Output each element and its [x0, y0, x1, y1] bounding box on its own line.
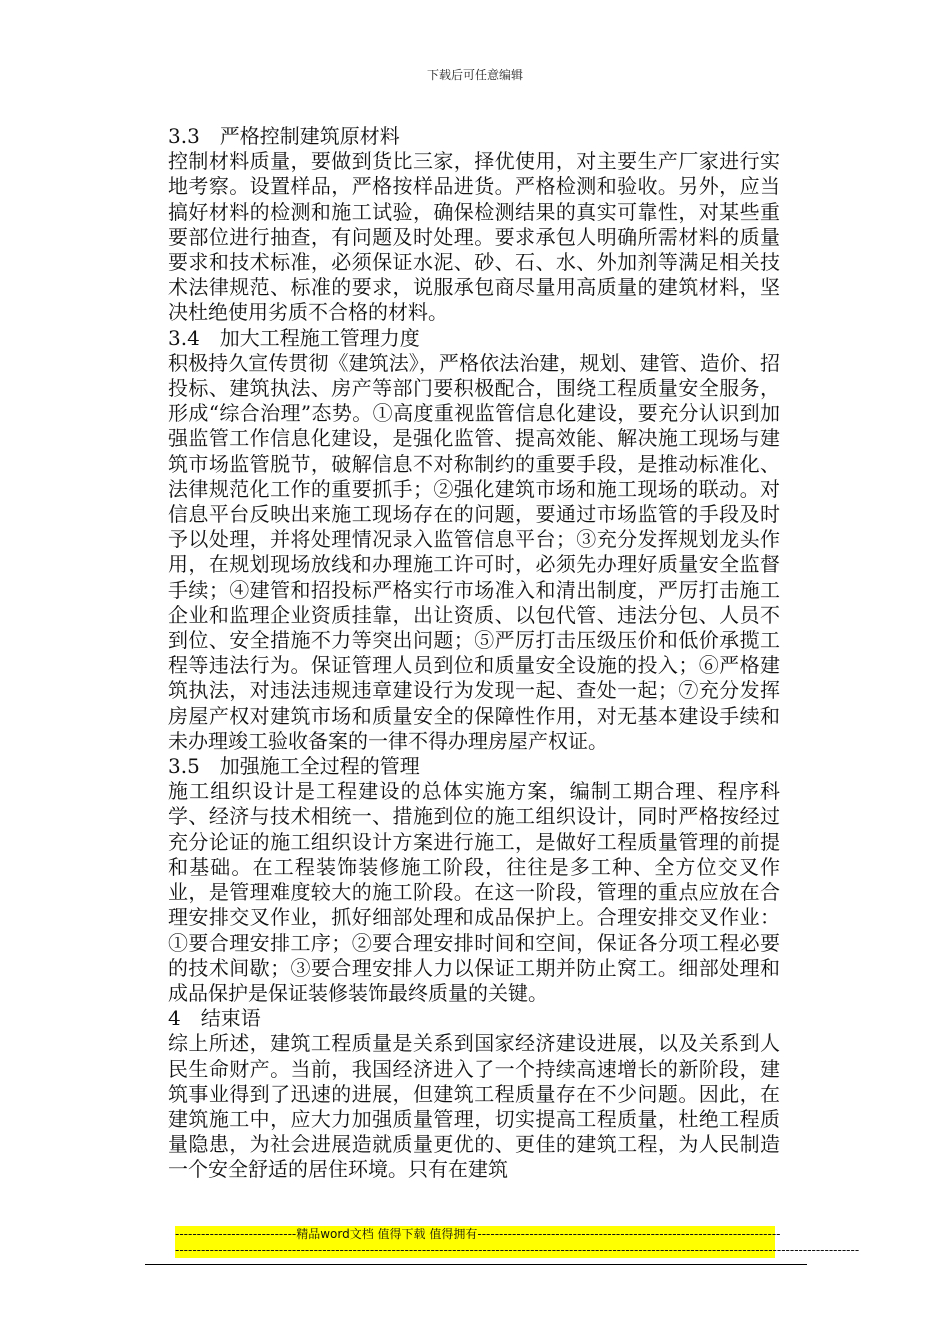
section-heading-3-3: 3.3 严格控制建筑原材料	[168, 124, 400, 148]
page-header: 下载后可任意编辑	[426, 68, 523, 82]
document-body	[168, 124, 780, 1183]
paragraph-conclusion: 综上所述，建筑工程质量是关系到国家经济建设进展，以及关系到人民生命财产。当前，我国经济进入了一个持续高速增长的新阶段，建筑事业得到了迅速的进展，但建筑工程质量存在不少问题。因此，在建筑施工中，应大力加强质量管理，切实提高工程质量，杜绝工程质量隐患，为社会进展造就质量更优的、更佳的建筑工程，为人民制造一个安全舒适的居住环境。只有在建筑	[168, 1031, 780, 1182]
section-heading-4: 4 结束语	[168, 1006, 261, 1031]
paragraph-process: 施工组织设计是工程建设的总体实施方案，编制工期合理、程序科学、经济与技术相统一、措施到位的施工组织设计，同时严格按经过充分论证的施工组织设计方案进行施工，是做好工程质量管理的前提和基础。在工程装饰装修施工阶段，往往是多工种、全方位交叉作业，是管理难度较大的施工阶段。在这一阶段，管理的重点应放在合理安排交叉作业，抓好细部处理和成品保护上。合理安排交叉作业：①要合理安排工序；②要合理安排时间和空间，保证各分项工程必要的技术间歇；③要合理安排人力以保证工期并防止窝工。细部处理和成品保护是保证装修装饰最终质量的关键。	[168, 779, 780, 1005]
section-heading-3-4: 3.4 加大工程施工管理力度	[168, 325, 420, 350]
paragraph-materials: 控制材料质量，要做到货比三家，择优使用，对主要生产厂家进行实地考察。设置样品，严格按样品进货。严格检测和验收。另外，应当搞好材料的检测和施工试验，确保检测结果的真实可靠性，对某些重要部位进行抽查，有问题及时处理。要求承包人明确所需材料的质量要求和技术标准，必须保证水泥、砂、石、水、外加剂等满足相关技术法律规范、标准的要求，说服承包商尽量用高质量的建筑材料，坚决杜绝使用劣质不合格的材料。	[168, 149, 780, 325]
banner-line-2: --------------------------------------------------------------------------------------------------------------------------------------------------------------	[175, 1243, 860, 1257]
footer-banner	[175, 1226, 860, 1258]
section-heading-3-5: 3.5 加强施工全过程的管理	[168, 754, 420, 779]
footer-divider	[145, 1264, 807, 1265]
banner-line-1: ----------------------------精品word文档 值得下载 值得拥有----------------------------------------------------------------------	[175, 1227, 781, 1241]
paragraph-management: 积极持久宣传贯彻《建筑法》，严格依法治建，规划、建管、造价、招投标、建筑执法、房产等部门要积极配合，围绕工程质量安全服务，形成“综合治理”态势。①高度重视监管信息化建设，要充分认识到加强监管工作信息化建设，是强化监管、提高效能、解决施工现场与建筑市场监管脱节，破解信息不对称制约的重要手段，是推动标准化、法律规范化工作的重要抓手；②强化建筑市场和施工现场的联动。对信息平台反映出来施工现场存在的问题，要通过市场监管的手段及时予以处理，并将处理情况录入监管信息平台；③充分发挥规划龙头作用，在规划现场放线和办理施工许可时，必须先办理好质量安全监督手续；④建管和招投标严格实行市场准入和清出制度，严厉打击施工企业和监理企业资质挂靠，出让资质、以包代管、违法分包、人员不到位、安全措施不力等突出问题；⑤严厉打击压级压价和低价承揽工程等违法行为。保证管理人员到位和质量安全设施的投入；⑥严格建筑执法，对违法违规违章建设行为发现一起、查处一起；⑦充分发挥房屋产权对建筑市场和质量安全的保障性作用，对无基本建设手续和未办理竣工验收备案的一律不得办理房屋产权证。	[168, 350, 780, 753]
